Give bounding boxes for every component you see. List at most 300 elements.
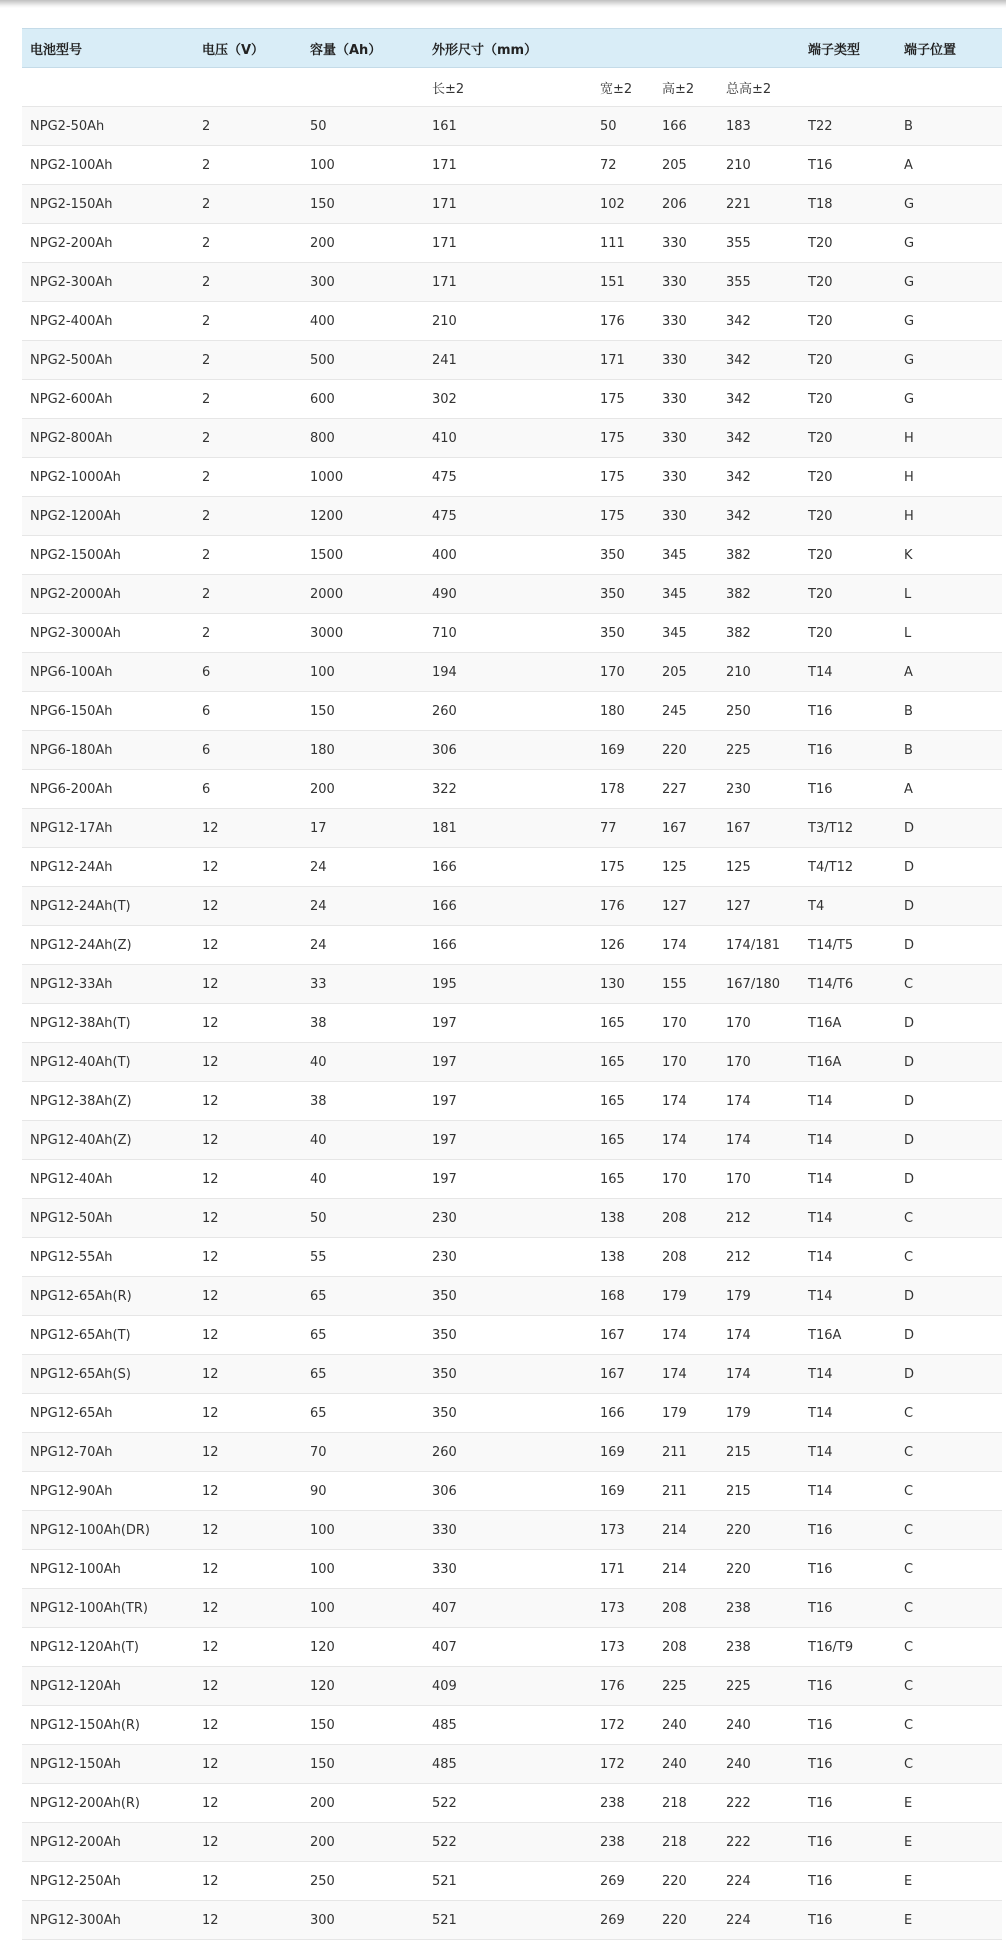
- cell-model: NPG12-33Ah: [22, 965, 194, 1004]
- cell-width: 176: [592, 887, 654, 926]
- cell-height: 205: [654, 653, 718, 692]
- cell-height: 179: [654, 1394, 718, 1433]
- cell-voltage: 12: [194, 1433, 302, 1472]
- cell-capacity: 300: [302, 263, 424, 302]
- cell-capacity: 100: [302, 146, 424, 185]
- cell-voltage: 12: [194, 1745, 302, 1784]
- cell-height: 330: [654, 380, 718, 419]
- cell-capacity: 38: [302, 1082, 424, 1121]
- cell-terminal-type: T16: [800, 1667, 896, 1706]
- cell-width: 171: [592, 1550, 654, 1589]
- cell-voltage: 12: [194, 1160, 302, 1199]
- header-voltage: 电压（V）: [194, 29, 302, 68]
- cell-terminal-type: T20: [800, 302, 896, 341]
- cell-height: 174: [654, 926, 718, 965]
- cell-terminal-position: G: [896, 224, 1002, 263]
- cell-height: 211: [654, 1472, 718, 1511]
- table-row: [22, 1823, 1002, 1862]
- cell-capacity: 90: [302, 1472, 424, 1511]
- cell-voltage: 12: [194, 1004, 302, 1043]
- cell-height: 174: [654, 1316, 718, 1355]
- cell-terminal-type: T16: [800, 1862, 896, 1901]
- cell-height: 211: [654, 1433, 718, 1472]
- cell-terminal-type: T20: [800, 419, 896, 458]
- cell-total-height: 355: [718, 263, 800, 302]
- cell-width: 172: [592, 1745, 654, 1784]
- cell-height: 220: [654, 731, 718, 770]
- cell-voltage: 12: [194, 1628, 302, 1667]
- cell-height: 330: [654, 341, 718, 380]
- cell-voltage: 12: [194, 965, 302, 1004]
- cell-total-height: 167: [718, 809, 800, 848]
- cell-length: 350: [424, 1394, 592, 1433]
- cell-length: 522: [424, 1784, 592, 1823]
- cell-terminal-position: D: [896, 848, 1002, 887]
- table-row: [22, 536, 1002, 575]
- cell-terminal-position: A: [896, 653, 1002, 692]
- cell-total-height: 342: [718, 419, 800, 458]
- cell-height: 208: [654, 1238, 718, 1277]
- table-row: [22, 1355, 1002, 1394]
- cell-total-height: 355: [718, 224, 800, 263]
- cell-total-height: 210: [718, 653, 800, 692]
- cell-height: 345: [654, 575, 718, 614]
- cell-terminal-position: G: [896, 302, 1002, 341]
- table-row: [22, 1511, 1002, 1550]
- battery-spec-table: [22, 28, 1002, 1940]
- cell-voltage: 12: [194, 1511, 302, 1550]
- cell-total-height: 174/181: [718, 926, 800, 965]
- cell-terminal-type: T18: [800, 185, 896, 224]
- cell-terminal-type: T16A: [800, 1004, 896, 1043]
- cell-terminal-position: D: [896, 1277, 1002, 1316]
- cell-total-height: 342: [718, 497, 800, 536]
- cell-length: 181: [424, 809, 592, 848]
- cell-height: 240: [654, 1745, 718, 1784]
- cell-terminal-position: G: [896, 380, 1002, 419]
- cell-capacity: 300: [302, 1901, 424, 1940]
- cell-model: NPG2-800Ah: [22, 419, 194, 458]
- cell-voltage: 2: [194, 458, 302, 497]
- cell-capacity: 17: [302, 809, 424, 848]
- cell-capacity: 150: [302, 1706, 424, 1745]
- cell-length: 306: [424, 731, 592, 770]
- cell-height: 166: [654, 107, 718, 146]
- cell-voltage: 12: [194, 1823, 302, 1862]
- cell-terminal-position: E: [896, 1901, 1002, 1940]
- cell-voltage: 2: [194, 107, 302, 146]
- cell-terminal-type: T16: [800, 770, 896, 809]
- cell-voltage: 6: [194, 731, 302, 770]
- top-shadow: [0, 0, 1006, 8]
- cell-model: NPG12-200Ah(R): [22, 1784, 194, 1823]
- cell-terminal-position: G: [896, 341, 1002, 380]
- cell-total-height: 167/180: [718, 965, 800, 1004]
- cell-width: 72: [592, 146, 654, 185]
- cell-capacity: 40: [302, 1043, 424, 1082]
- cell-terminal-position: C: [896, 1238, 1002, 1277]
- cell-length: 166: [424, 848, 592, 887]
- cell-terminal-type: T20: [800, 380, 896, 419]
- cell-terminal-position: C: [896, 1667, 1002, 1706]
- cell-voltage: 2: [194, 302, 302, 341]
- cell-model: NPG12-90Ah: [22, 1472, 194, 1511]
- cell-total-height: 174: [718, 1082, 800, 1121]
- cell-total-height: 240: [718, 1745, 800, 1784]
- cell-model: NPG6-180Ah: [22, 731, 194, 770]
- cell-capacity: 200: [302, 224, 424, 263]
- cell-model: NPG12-65Ah(T): [22, 1316, 194, 1355]
- cell-terminal-type: T16: [800, 1706, 896, 1745]
- cell-width: 151: [592, 263, 654, 302]
- subheader-height: 高±2: [654, 68, 718, 107]
- cell-voltage: 2: [194, 224, 302, 263]
- cell-capacity: 3000: [302, 614, 424, 653]
- cell-total-height: 220: [718, 1550, 800, 1589]
- cell-length: 409: [424, 1667, 592, 1706]
- cell-height: 125: [654, 848, 718, 887]
- cell-length: 400: [424, 536, 592, 575]
- cell-model: NPG12-150Ah(R): [22, 1706, 194, 1745]
- cell-capacity: 65: [302, 1277, 424, 1316]
- cell-model: NPG2-300Ah: [22, 263, 194, 302]
- cell-length: 306: [424, 1472, 592, 1511]
- cell-capacity: 65: [302, 1355, 424, 1394]
- cell-total-height: 224: [718, 1901, 800, 1940]
- cell-height: 345: [654, 614, 718, 653]
- table-row: [22, 731, 1002, 770]
- cell-capacity: 600: [302, 380, 424, 419]
- table-row: [22, 1004, 1002, 1043]
- cell-total-height: 230: [718, 770, 800, 809]
- cell-terminal-position: C: [896, 1628, 1002, 1667]
- cell-terminal-type: T20: [800, 614, 896, 653]
- cell-total-height: 382: [718, 614, 800, 653]
- table-row: [22, 1472, 1002, 1511]
- table-row: [22, 380, 1002, 419]
- cell-terminal-type: T22: [800, 107, 896, 146]
- cell-capacity: 55: [302, 1238, 424, 1277]
- cell-model: NPG2-400Ah: [22, 302, 194, 341]
- table-row: [22, 146, 1002, 185]
- cell-terminal-position: L: [896, 575, 1002, 614]
- cell-length: 485: [424, 1745, 592, 1784]
- cell-total-height: 125: [718, 848, 800, 887]
- cell-voltage: 12: [194, 1121, 302, 1160]
- cell-terminal-type: T20: [800, 224, 896, 263]
- header-terminal-type: 端子类型: [800, 29, 896, 68]
- cell-terminal-type: T20: [800, 497, 896, 536]
- cell-width: 173: [592, 1589, 654, 1628]
- cell-length: 195: [424, 965, 592, 1004]
- subheader-width: 宽±2: [592, 68, 654, 107]
- cell-width: 126: [592, 926, 654, 965]
- cell-total-height: 170: [718, 1160, 800, 1199]
- cell-terminal-position: D: [896, 1121, 1002, 1160]
- cell-total-height: 179: [718, 1394, 800, 1433]
- cell-voltage: 12: [194, 1784, 302, 1823]
- table-row: [22, 926, 1002, 965]
- cell-width: 170: [592, 653, 654, 692]
- cell-capacity: 800: [302, 419, 424, 458]
- cell-terminal-position: C: [896, 1511, 1002, 1550]
- table-row: [22, 809, 1002, 848]
- table-body: [22, 107, 1002, 1940]
- cell-width: 172: [592, 1706, 654, 1745]
- cell-width: 180: [592, 692, 654, 731]
- table-row: [22, 692, 1002, 731]
- table-row: [22, 185, 1002, 224]
- cell-width: 130: [592, 965, 654, 1004]
- cell-model: NPG12-120Ah(T): [22, 1628, 194, 1667]
- cell-length: 197: [424, 1043, 592, 1082]
- cell-height: 208: [654, 1199, 718, 1238]
- table-row: [22, 1550, 1002, 1589]
- cell-voltage: 12: [194, 1589, 302, 1628]
- table-row: [22, 1784, 1002, 1823]
- cell-terminal-type: T16A: [800, 1043, 896, 1082]
- cell-length: 522: [424, 1823, 592, 1862]
- cell-voltage: 12: [194, 1082, 302, 1121]
- cell-terminal-type: T16: [800, 1511, 896, 1550]
- cell-width: 168: [592, 1277, 654, 1316]
- cell-model: NPG2-3000Ah: [22, 614, 194, 653]
- cell-model: NPG2-600Ah: [22, 380, 194, 419]
- cell-width: 269: [592, 1901, 654, 1940]
- cell-length: 197: [424, 1004, 592, 1043]
- cell-model: NPG12-24Ah(Z): [22, 926, 194, 965]
- cell-model: NPG12-38Ah(Z): [22, 1082, 194, 1121]
- cell-width: 171: [592, 341, 654, 380]
- cell-length: 161: [424, 107, 592, 146]
- cell-width: 238: [592, 1823, 654, 1862]
- cell-width: 169: [592, 1472, 654, 1511]
- subheader-length: 长±2: [424, 68, 592, 107]
- cell-model: NPG12-120Ah: [22, 1667, 194, 1706]
- cell-total-height: 382: [718, 575, 800, 614]
- cell-length: 330: [424, 1550, 592, 1589]
- cell-terminal-position: D: [896, 1082, 1002, 1121]
- cell-terminal-type: T4/T12: [800, 848, 896, 887]
- table-row: [22, 419, 1002, 458]
- cell-voltage: 12: [194, 1394, 302, 1433]
- cell-length: 410: [424, 419, 592, 458]
- cell-voltage: 2: [194, 575, 302, 614]
- cell-total-height: 174: [718, 1355, 800, 1394]
- cell-height: 330: [654, 302, 718, 341]
- table-subheader-row: [22, 68, 1002, 107]
- cell-width: 175: [592, 497, 654, 536]
- table-row: [22, 1199, 1002, 1238]
- cell-height: 174: [654, 1355, 718, 1394]
- cell-terminal-type: T16: [800, 731, 896, 770]
- cell-width: 165: [592, 1043, 654, 1082]
- cell-terminal-type: T16A: [800, 1316, 896, 1355]
- cell-height: 127: [654, 887, 718, 926]
- cell-model: NPG2-200Ah: [22, 224, 194, 263]
- cell-height: 205: [654, 146, 718, 185]
- cell-terminal-position: C: [896, 1394, 1002, 1433]
- cell-voltage: 2: [194, 185, 302, 224]
- cell-width: 269: [592, 1862, 654, 1901]
- cell-length: 171: [424, 224, 592, 263]
- cell-capacity: 40: [302, 1160, 424, 1199]
- cell-length: 490: [424, 575, 592, 614]
- table-row: [22, 1745, 1002, 1784]
- table-row: [22, 497, 1002, 536]
- cell-terminal-type: T14: [800, 1121, 896, 1160]
- cell-total-height: 240: [718, 1706, 800, 1745]
- cell-length: 407: [424, 1589, 592, 1628]
- cell-capacity: 1200: [302, 497, 424, 536]
- cell-terminal-type: T14: [800, 1199, 896, 1238]
- cell-voltage: 2: [194, 263, 302, 302]
- table-row: [22, 302, 1002, 341]
- cell-length: 230: [424, 1238, 592, 1277]
- cell-voltage: 12: [194, 1901, 302, 1940]
- table-row: [22, 575, 1002, 614]
- cell-terminal-type: T14: [800, 1238, 896, 1277]
- cell-model: NPG12-100Ah(TR): [22, 1589, 194, 1628]
- cell-model: NPG12-70Ah: [22, 1433, 194, 1472]
- cell-terminal-type: T14: [800, 1472, 896, 1511]
- cell-terminal-position: E: [896, 1823, 1002, 1862]
- cell-voltage: 12: [194, 1355, 302, 1394]
- cell-width: 175: [592, 458, 654, 497]
- table-row: [22, 887, 1002, 926]
- cell-capacity: 120: [302, 1667, 424, 1706]
- cell-total-height: 222: [718, 1784, 800, 1823]
- cell-voltage: 12: [194, 1667, 302, 1706]
- cell-terminal-position: H: [896, 497, 1002, 536]
- cell-terminal-position: D: [896, 1043, 1002, 1082]
- cell-length: 197: [424, 1082, 592, 1121]
- cell-voltage: 2: [194, 380, 302, 419]
- cell-total-height: 215: [718, 1433, 800, 1472]
- cell-voltage: 12: [194, 1550, 302, 1589]
- cell-model: NPG12-100Ah: [22, 1550, 194, 1589]
- cell-height: 179: [654, 1277, 718, 1316]
- cell-width: 169: [592, 731, 654, 770]
- cell-terminal-position: D: [896, 809, 1002, 848]
- cell-width: 102: [592, 185, 654, 224]
- cell-model: NPG12-17Ah: [22, 809, 194, 848]
- cell-total-height: 225: [718, 1667, 800, 1706]
- cell-voltage: 6: [194, 692, 302, 731]
- cell-capacity: 2000: [302, 575, 424, 614]
- cell-length: 521: [424, 1862, 592, 1901]
- cell-model: NPG6-150Ah: [22, 692, 194, 731]
- cell-model: NPG2-1000Ah: [22, 458, 194, 497]
- cell-capacity: 24: [302, 887, 424, 926]
- table-row: [22, 1589, 1002, 1628]
- cell-voltage: 2: [194, 614, 302, 653]
- cell-total-height: 382: [718, 536, 800, 575]
- cell-length: 171: [424, 263, 592, 302]
- cell-voltage: 6: [194, 770, 302, 809]
- cell-voltage: 12: [194, 1316, 302, 1355]
- cell-model: NPG12-55Ah: [22, 1238, 194, 1277]
- cell-model: NPG2-50Ah: [22, 107, 194, 146]
- table-row: [22, 614, 1002, 653]
- cell-terminal-type: T14: [800, 1433, 896, 1472]
- cell-length: 241: [424, 341, 592, 380]
- cell-terminal-type: T20: [800, 263, 896, 302]
- cell-voltage: 12: [194, 887, 302, 926]
- cell-voltage: 12: [194, 1199, 302, 1238]
- cell-length: 210: [424, 302, 592, 341]
- cell-terminal-type: T20: [800, 458, 896, 497]
- cell-terminal-position: B: [896, 692, 1002, 731]
- cell-model: NPG12-65Ah(R): [22, 1277, 194, 1316]
- cell-model: NPG12-250Ah: [22, 1862, 194, 1901]
- cell-terminal-position: C: [896, 1745, 1002, 1784]
- table-row: [22, 1433, 1002, 1472]
- table-row: [22, 1238, 1002, 1277]
- cell-terminal-type: T14: [800, 1160, 896, 1199]
- cell-height: 218: [654, 1784, 718, 1823]
- cell-terminal-type: T16: [800, 146, 896, 185]
- table-row: [22, 341, 1002, 380]
- cell-terminal-position: C: [896, 1433, 1002, 1472]
- cell-length: 322: [424, 770, 592, 809]
- cell-voltage: 12: [194, 1238, 302, 1277]
- table-row: [22, 1121, 1002, 1160]
- cell-length: 407: [424, 1628, 592, 1667]
- cell-length: 197: [424, 1160, 592, 1199]
- cell-terminal-type: T14: [800, 1394, 896, 1433]
- cell-voltage: 12: [194, 1277, 302, 1316]
- cell-voltage: 2: [194, 497, 302, 536]
- cell-length: 260: [424, 1433, 592, 1472]
- cell-capacity: 33: [302, 965, 424, 1004]
- cell-width: 138: [592, 1199, 654, 1238]
- cell-height: 330: [654, 458, 718, 497]
- cell-terminal-position: D: [896, 1355, 1002, 1394]
- cell-terminal-type: T20: [800, 341, 896, 380]
- cell-width: 167: [592, 1316, 654, 1355]
- cell-total-height: 224: [718, 1862, 800, 1901]
- table-header-row: [22, 29, 1002, 68]
- cell-total-height: 174: [718, 1316, 800, 1355]
- cell-model: NPG12-65Ah(S): [22, 1355, 194, 1394]
- cell-capacity: 100: [302, 1589, 424, 1628]
- cell-terminal-position: D: [896, 1160, 1002, 1199]
- header-capacity: 容量（Ah）: [302, 29, 424, 68]
- cell-length: 521: [424, 1901, 592, 1940]
- cell-terminal-type: T14: [800, 1082, 896, 1121]
- cell-voltage: 2: [194, 536, 302, 575]
- cell-height: 208: [654, 1628, 718, 1667]
- cell-model: NPG2-2000Ah: [22, 575, 194, 614]
- cell-total-height: 221: [718, 185, 800, 224]
- cell-height: 225: [654, 1667, 718, 1706]
- cell-model: NPG12-24Ah: [22, 848, 194, 887]
- cell-model: NPG2-100Ah: [22, 146, 194, 185]
- cell-capacity: 100: [302, 1550, 424, 1589]
- cell-model: NPG12-150Ah: [22, 1745, 194, 1784]
- cell-terminal-type: T20: [800, 536, 896, 575]
- table-row: [22, 1160, 1002, 1199]
- subheader-empty: [302, 68, 424, 107]
- cell-model: NPG6-100Ah: [22, 653, 194, 692]
- cell-length: 166: [424, 926, 592, 965]
- header-dimensions: 外形尺寸（mm）: [424, 29, 800, 68]
- cell-terminal-position: G: [896, 263, 1002, 302]
- cell-terminal-position: A: [896, 146, 1002, 185]
- cell-width: 173: [592, 1628, 654, 1667]
- cell-capacity: 24: [302, 848, 424, 887]
